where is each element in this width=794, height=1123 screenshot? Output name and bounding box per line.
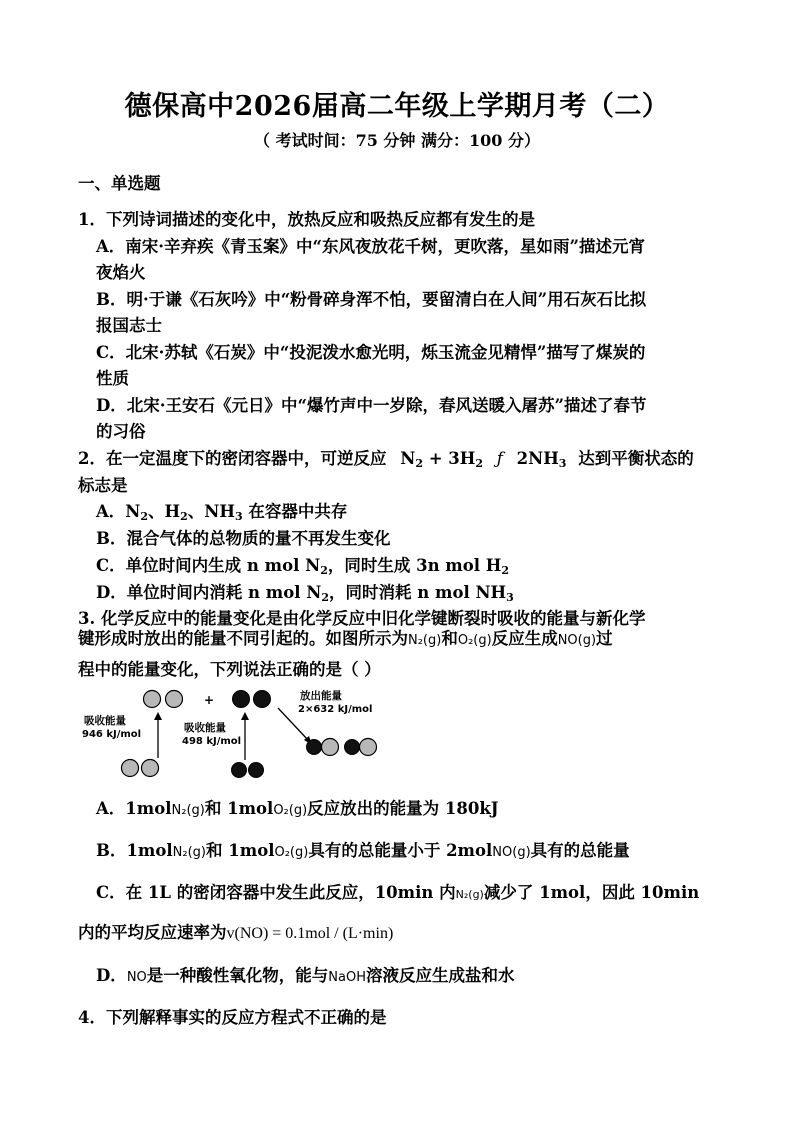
q3-option-c: C．在 1L 的密闭容器中发生此反应，10min 内N₂(g)减少了 1mol，因此 10min <box>96 883 700 902</box>
absorb-label-o2: 吸收能量 <box>184 722 226 734</box>
arrow-up-icon <box>154 712 162 720</box>
q3-stem: 3. 化学反应中的能量变化是由化学反应中旧化学键断裂时吸收的能量与新化学 <box>78 609 646 628</box>
o2-atom-icon <box>233 691 250 708</box>
q1-option-c: C．北宋·苏轼《石炭》中“投泥泼水愈光明，烁玉流金见精悍”描写了煤炭的 <box>96 343 646 362</box>
q1-option-d-cont: 的习俗 <box>96 422 146 441</box>
q1-stem: 1．下列诗词描述的变化中，放热反应和吸热反应都有发生的是 <box>78 210 535 229</box>
q1-option-c-cont: 性质 <box>96 369 129 388</box>
q1-option-a-cont: 夜焰火 <box>96 263 146 282</box>
q2-option-c: C．单位时间内生成 n mol N2，同时生成 3n mol H2 <box>96 556 510 577</box>
o-atom-icon <box>249 763 264 778</box>
energy-diagram <box>78 684 398 784</box>
absorb-value-o2: 498 kJ/mol <box>182 736 242 747</box>
q3-option-d: D．NO是一种酸性氧化物，能与NaOH溶液反应生成盐和水 <box>96 966 515 985</box>
n2-atom-icon <box>166 691 183 708</box>
exam-subtitle: （ 考试时间：75 分钟 满分：100 分） <box>254 131 540 150</box>
arrow-up-icon <box>241 712 249 720</box>
q3-stem-line3: 程中的能量变化，下列说法正确的是（ ） <box>78 660 381 679</box>
plus-sign: + <box>204 693 215 707</box>
exam-title: 德保高中2026届高二年级上学期月考（二） <box>124 91 670 122</box>
q3-option-b: B．1molN₂(g)和 1molO₂(g)具有的总能量小于 2molNO(g)具有的总能量 <box>96 841 630 860</box>
n2-atom-icon <box>144 691 161 708</box>
n-atom-icon <box>142 760 159 777</box>
q2-option-a: A．N2、H2、NH3 在容器中共存 <box>96 502 348 523</box>
q3-option-c-cont: 内的平均反应速率为v(NO) = 0.1mol / (L·min) <box>78 923 394 942</box>
no-molecule-o-icon <box>345 740 360 755</box>
absorb-label-n2: 吸收能量 <box>84 715 126 727</box>
o2-atom-icon <box>254 691 271 708</box>
q1-option-a: A．南宋·辛弃疾《青玉案》中“东风夜放花千树，更吹落，星如雨”描述元宵 <box>96 237 646 256</box>
q4-stem: 4．下列解释事实的反应方程式不正确的是 <box>78 1008 387 1027</box>
no-molecule-n-icon <box>360 739 377 756</box>
q3-stem-line2: 键形成时放出的能量不同引起的。如图所示为N₂(g)和O₂(g)反应生成NO(g)过 <box>78 629 613 648</box>
o-atom-icon <box>232 763 247 778</box>
absorb-value-n2: 946 kJ/mol <box>82 729 142 740</box>
no-molecule-o-icon <box>307 740 322 755</box>
q2-option-b: B．混合气体的总物质的量不再发生变化 <box>96 529 391 548</box>
release-label: 放出能量 <box>300 690 342 702</box>
q1-option-d: D．北宋·王安石《元日》中“爆竹声中一岁除，春风送暖入屠苏”描述了春节 <box>96 396 647 415</box>
section-heading: 一、单选题 <box>78 174 161 193</box>
q3-option-a: A．1molN₂(g)和 1molO₂(g)反应放出的能量为 180kJ <box>96 799 499 818</box>
q1-option-b-cont: 报国志士 <box>96 316 162 335</box>
q2-stem: 2．在一定温度下的密闭容器中，可逆反应 N2 + 3H2 ƒ 2NH3 达到平衡状态的 <box>78 449 694 470</box>
release-value: 2×632 kJ/mol <box>298 704 373 715</box>
q1-option-b: B．明·于谦《石灰吟》中“粉骨碎身浑不怕，要留清白在人间”用石灰石比拟 <box>96 290 647 309</box>
q2-stem-cont: 标志是 <box>78 476 128 495</box>
equilibrium-arrow-icon: ƒ <box>496 449 503 468</box>
no-molecule-n-icon <box>322 739 339 756</box>
n-atom-icon <box>122 760 139 777</box>
q2-option-d: D．单位时间内消耗 n mol N2，同时消耗 n mol NH3 <box>96 583 514 604</box>
